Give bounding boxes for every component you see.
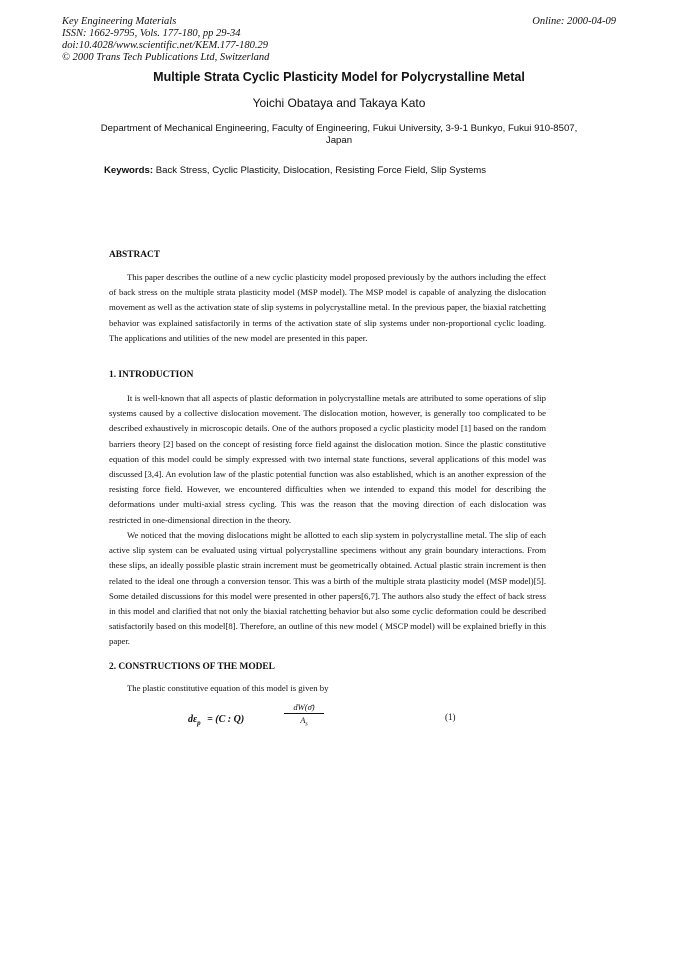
equation-lhs — [188, 714, 244, 727]
equation-number: (1) — [445, 712, 456, 722]
section-1-paragraph-2: We noticed that the moving dislocations might be allotted to each slip system in polycrystalline metal. The slip of each active slip system can be evaluated using virtual polycrystalline specimens without any grain boundary interactions. From these slips, an ideally possible plastic strain increment must be geometrically obtained. Actual plastic strain increment is then related to the ideal one through a conversion tensor. This was a birth of the multiple strata plasticity model (MSP model)[5]. Some detailed discussions for this model were presented in other papers[6,7]. The authors also study the effect of back stress in this model and clarified that not only the biaxial ratchetting behavior but also some cyclic deformation could be described satisfactorily based on this model[8]. Therefore, an outline of this new model ( MSCP model) will be explained briefly in this paper. — [109, 530, 546, 647]
equation-lhs-symbol: dε — [188, 714, 198, 725]
section-1-paragraph-1: It is well-known that all aspects of plastic deformation in polycrystalline metals are attributed to some operations of slip systems caused by a collective dislocation movement. The dislocation motion, however, is generally too complicated to be described exhaustively in microscopic details. One of the authors proposed a cyclic plasticity model [1] based on the random barriers theory [2] based on the concept of resisting force field against the dislocation motion. Since the plastic constitutive equation of this model could be simply expressed with two internal state functions, several applications of this model was discussed [3,4]. An evolution law of the plastic potential function was also established, which is an another expression of the resisting force field. However, we encountered difficulties when we intended to expand this model for describing the deformations under multi-axial stress cycling. This was the reason that the moving direction of each dislocation was restricted in one-dimensional direction in the theory. — [109, 393, 546, 525]
paper-authors: Yoichi Obataya and Takaya Kato — [252, 96, 426, 110]
denominator-subscript: s — [305, 721, 308, 728]
section-1-heading: 1. INTRODUCTION — [109, 370, 194, 380]
paper-title: Multiple Strata Cyclic Plasticity Model for Polycrystalline Metal — [153, 70, 525, 84]
keywords — [104, 165, 604, 176]
copyright-line: © 2000 Trans Tech Publications Ltd, Switzerland — [62, 52, 270, 63]
equation-1 — [188, 702, 468, 732]
equation-tensor-product: = (C : Q) — [207, 714, 245, 725]
affiliation: Department of Mechanical Engineering, Faculty of Engineering, Fukui University, 3-9-1 Bunkyo, Fukui 910-8507, Japan — [100, 123, 578, 146]
equation-numerator: dW(σ̄) — [293, 702, 315, 712]
equation-denominator — [284, 715, 324, 728]
online-date: Online: 2000-04-09 — [532, 16, 616, 27]
equation-fraction — [284, 702, 324, 728]
abstract-paragraph: This paper describes the outline of a new cyclic plasticity model proposed previously by the authors including the effect of back stress on the multiple strata plasticity model (MSP model). The MSP model is capable of analyzing the dislocation movement as well as the activation state of slip systems in polycrystalline metal. In the previous paper, the biaxial ratchetting behavior was explained satisfactorily in terms of the activation state of slip systems under non-proportional cyclic loading. The applications and utilities of the new model are presented in this paper. — [109, 272, 546, 343]
denominator-symbol: A — [300, 715, 306, 725]
doi-line: doi:10.4028/www.scientific.net/KEM.177-180.29 — [62, 40, 268, 51]
section-2-heading: 2. CONSTRUCTIONS OF THE MODEL — [109, 662, 275, 672]
fraction-bar — [284, 713, 324, 714]
journal-header — [62, 16, 269, 64]
abstract-heading: ABSTRACT — [109, 250, 161, 260]
journal-name: Key Engineering Materials — [62, 16, 177, 27]
keywords-label: Keywords: — [104, 165, 154, 176]
issn-line: ISSN: 1662-9795, Vols. 177-180, pp 29-34 — [62, 28, 241, 39]
keywords-text: Back Stress, Cyclic Plasticity, Dislocation, Resisting Force Field, Slip Systems — [155, 165, 487, 176]
equation-lhs-subscript: p — [197, 719, 201, 727]
section-2-paragraph-1: The plastic constitutive equation of this model is given by — [127, 683, 329, 693]
